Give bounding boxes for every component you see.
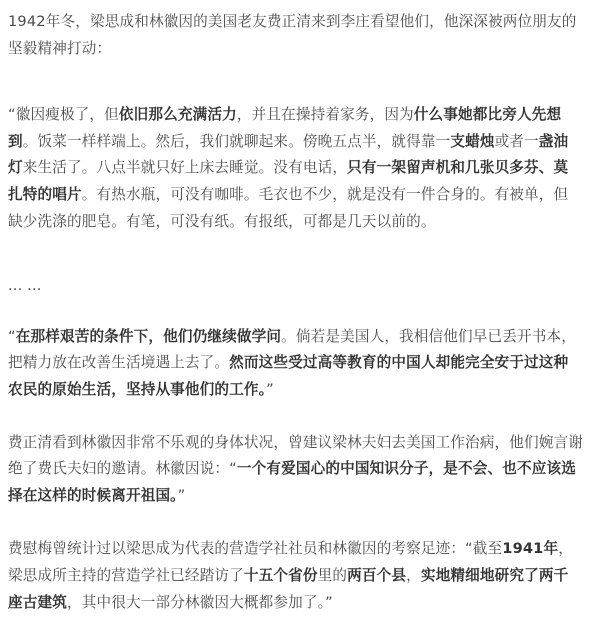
text-run: “ [8, 327, 16, 345]
text-run: 费慰梅曾统计过以梁思成为代表的营造学社社员和林徽因的考察足迹：“截至 [8, 540, 503, 558]
text-run: ，其中很大一部分林徽因大概都参加了。” [66, 593, 333, 611]
quote-paragraph-2 [8, 324, 583, 404]
text-run: ” [266, 380, 274, 398]
text-run: ” [177, 486, 186, 504]
text-run: 。倘若是美国人，我相信他们早已丢开书本，把精力放在改善生活境遇上去了。 [8, 327, 576, 372]
bold-text-run: 依旧那么充满活力 [118, 106, 237, 124]
text-run: ，并且在操持着家务，因为 [236, 106, 414, 124]
text-run: ... ... [8, 277, 42, 295]
bold-text-run: 两百个县 [347, 566, 407, 584]
text-run: 费正清看到林徽因非常不乐观的身体状况，曾建议梁林夫妇去美国工作治病，他们婉言谢绝了费氏夫妇的邀请。林徽因说：“ [8, 433, 584, 478]
bold-text-run: 盏油灯 [8, 132, 569, 177]
text-run: ， [406, 566, 421, 584]
ellipsis-paragraph [8, 273, 583, 300]
quote-paragraph-1 [8, 102, 583, 235]
statistics-paragraph [8, 536, 583, 616]
text-run: 或者一 [494, 132, 539, 150]
text-run: 1942年冬，梁思成和林徽因的美国老友费正清来到李庄看望他们，他深深被两位朋友的坚毅精神打动： [8, 13, 577, 57]
bold-text-run: 什么事她都比旁人先想到 [8, 106, 562, 150]
bold-text-run: 支蜡烛 [450, 132, 495, 150]
bold-text-run: 只有一架留声机和几张贝多芬、莫扎特的唱片 [8, 159, 569, 203]
invitation-paragraph [8, 430, 583, 510]
intro-paragraph [8, 9, 583, 62]
text-run: “徽因瘦极了，但 [8, 106, 119, 124]
bold-text-run: 实地精细地研究了两千座古建筑 [8, 566, 569, 611]
bold-text-run: 然而这些受过高等教育的中国人却能完全安于过这种农民的原始生活，坚持从事他们的工作。 [8, 354, 569, 398]
text-run: ，梁思成所主持的营造学社已经踏访了 [8, 540, 573, 584]
bold-text-run: 在那样艰苦的条件下，他们仍继续做学问 [15, 327, 282, 345]
text-run: 来生活了。八点半就只好上床去睡觉。没有电话， [22, 159, 348, 177]
bold-text-run: 1941年 [502, 540, 559, 558]
bold-text-run: 一个有爱国心的中国知识分子，是不会、也不应该选择在这样的时候离开祖国。 [8, 460, 576, 504]
text-run: 。饭菜一样样端上。然后，我们就聊起来。傍晚五点半，就得靠一 [22, 132, 451, 150]
bold-text-run: 十五个省份 [243, 566, 318, 584]
text-run: 里的 [317, 566, 348, 584]
text-run: 。有热水瓶，可没有咖啡。毛衣也不少，就是没有一件合身的。有被单，但缺少洗涤的肥皂。有笔，可没有纸。有报纸，可都是几天以前的。 [8, 185, 569, 230]
